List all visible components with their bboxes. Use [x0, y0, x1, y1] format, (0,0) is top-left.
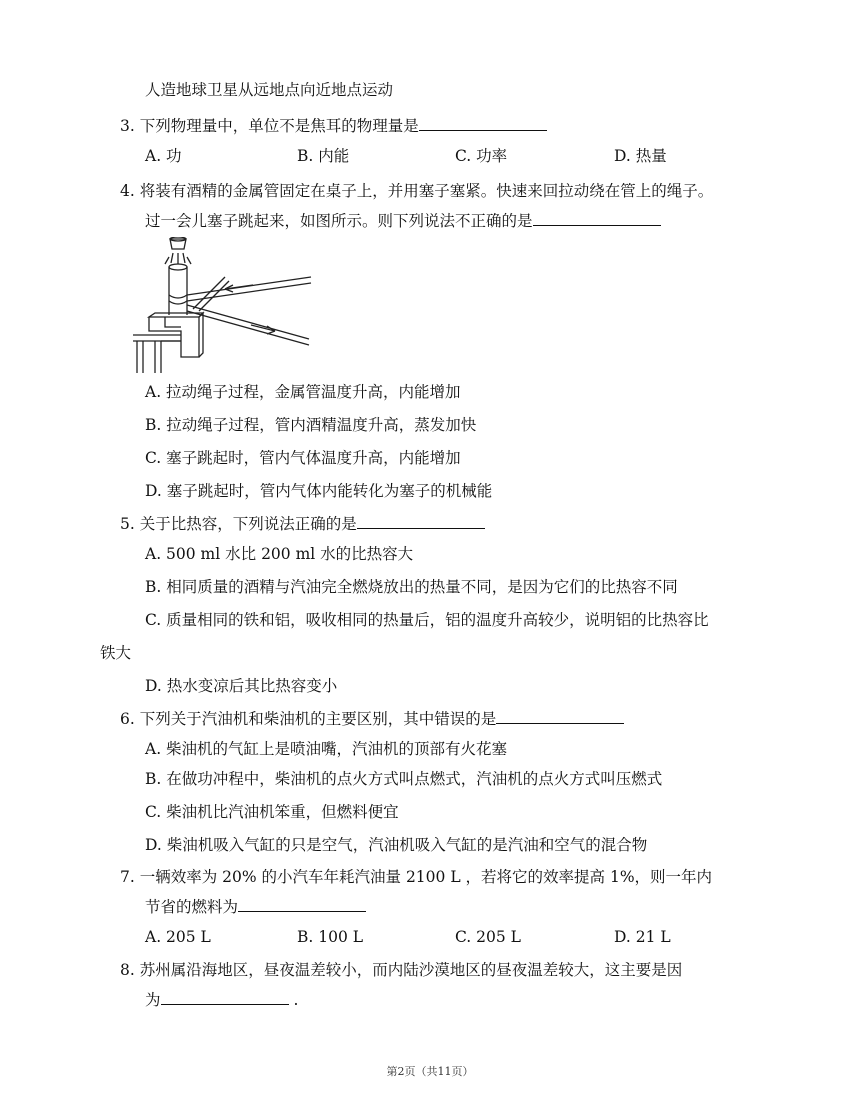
question-7: 7. 一辆效率为 20% 的小汽车年耗汽油量 2100 L ，若将它的效率提高 1%，则一年内	[120, 868, 713, 886]
option-b: B. 内能	[297, 147, 350, 165]
option-a: A. 柴油机的气缸上是喷油嘴，汽油机的顶部有火花塞	[145, 740, 508, 758]
option-d: D. 柴油机吸入气缸的只是空气，汽油机吸入气缸的是汽油和空气的混合物	[145, 836, 648, 854]
question-text: 为	[145, 991, 161, 1009]
answer-blank	[496, 709, 624, 724]
question-text: 3. 下列物理量中，单位不是焦耳的物理量是	[120, 117, 419, 135]
question-end: .	[288, 991, 299, 1009]
option-c-cont: 铁大	[100, 644, 132, 662]
question-5	[120, 514, 485, 534]
question-text: 6. 下列关于汽油机和柴油机的主要区别，其中错误的是	[120, 710, 497, 728]
answer-blank	[419, 116, 547, 131]
question-text: 5. 关于比热容，下列说法正确的是	[120, 515, 357, 533]
option-b: B. 100 L	[297, 928, 364, 946]
metal-tube-figure	[133, 237, 313, 373]
option-c: C. 塞子跳起时，管内气体温度升高，内能增加	[145, 449, 461, 467]
question-6	[120, 709, 624, 729]
option-c: C. 柴油机比汽油机笨重，但燃料便宜	[145, 803, 399, 821]
answer-blank	[357, 514, 485, 529]
question-8-cont	[145, 990, 298, 1010]
option-a: A. 500 ml 水比 200 ml 水的比热容大	[145, 545, 414, 563]
option-c: C. 功率	[455, 147, 508, 165]
question-4: 4. 将装有酒精的金属管固定在桌子上，并用塞子塞紧。快速来回拉动绕在管上的绳子。	[120, 182, 714, 200]
answer-blank	[238, 897, 366, 912]
option-a: A. 205 L	[145, 928, 211, 946]
option-d: D. 热水变凉后其比热容变小	[145, 677, 338, 695]
question-7-cont	[145, 897, 366, 917]
option-c: C. 205 L	[455, 928, 521, 946]
option-d: D. 21 L	[614, 928, 671, 946]
question-4-cont	[145, 211, 661, 231]
question-text: 过一会儿塞子跳起来，如图所示。则下列说法不正确的是	[145, 212, 533, 230]
option-d: D. 塞子跳起时，管内气体内能转化为塞子的机械能	[145, 482, 493, 500]
page-footer: 第2页（共11页）	[386, 1065, 474, 1078]
option-a: A. 功	[145, 147, 182, 165]
option-c: C. 质量相同的铁和铝，吸收相同的热量后，铝的温度升高较少，说明铝的比热容比	[145, 611, 709, 629]
question-text: 节省的燃料为	[145, 898, 239, 916]
option-b: B. 拉动绳子过程，管内酒精温度升高，蒸发加快	[145, 416, 477, 434]
option-b: B. 在做功冲程中，柴油机的点火方式叫点燃式，汽油机的点火方式叫压燃式	[145, 770, 663, 788]
question-8: 8. 苏州属沿海地区，昼夜温差较小，而内陆沙漠地区的昼夜温差较大，这主要是因	[120, 961, 683, 979]
text-line: 人造地球卫星从远地点向近地点运动	[145, 81, 394, 99]
answer-blank	[161, 990, 289, 1005]
option-a: A. 拉动绳子过程，金属管温度升高，内能增加	[145, 383, 461, 401]
question-3	[120, 116, 547, 136]
answer-blank	[533, 211, 661, 226]
option-b: B. 相同质量的酒精与汽油完全燃烧放出的热量不同，是因为它们的比热容不同	[145, 578, 678, 596]
option-d: D. 热量	[614, 147, 667, 165]
